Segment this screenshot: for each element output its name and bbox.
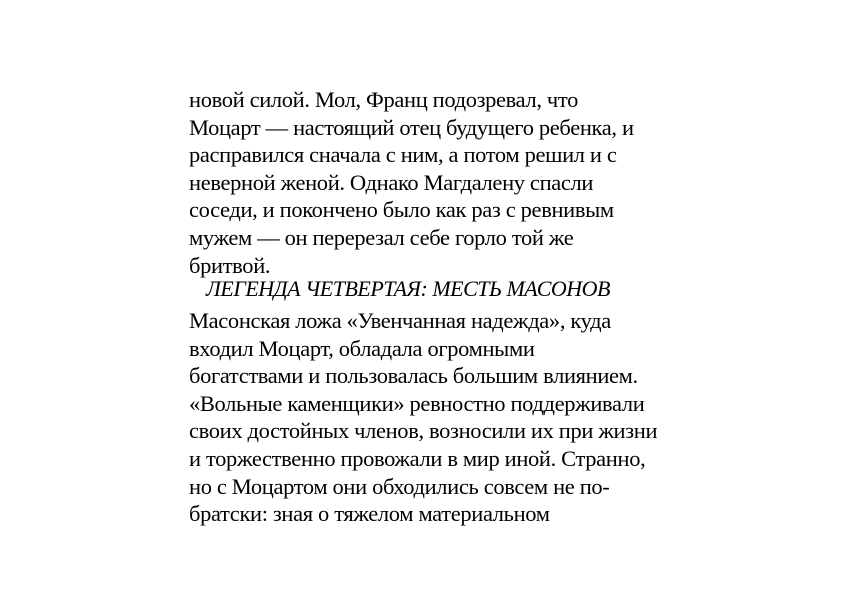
paragraph-2 (189, 307, 669, 528)
text-line: неверной женой. Однако Магдалену спасли (189, 169, 594, 195)
text-line: братски: зная о тяжелом материальном (189, 501, 550, 527)
text-line: соседи, и покончено было как раз с ревнивым (189, 197, 614, 223)
text-line: мужем — он перерезал себе горло той же (189, 224, 574, 250)
text-line: бритвой. (189, 252, 271, 278)
text-line: новой силой. Мол, Франц подозревал, что (189, 87, 578, 112)
text-line: и торжественно провожали в мир иной. Странно, (189, 445, 646, 471)
text-line: Моцарт — настоящий отец будущего ребенка, и (189, 114, 634, 140)
text-line: «Вольные каменщики» ревностно поддерживали (189, 390, 645, 416)
text-line: расправился сначала с ним, а потом решил и с (189, 142, 617, 168)
paragraph-1 (189, 86, 669, 279)
text-line: но с Моцартом они обходились совсем не по- (189, 473, 610, 499)
text-line: своих достойных членов, возносили их при жизни (189, 418, 658, 444)
section-heading: ЛЕГЕНДА ЧЕТВЕРТАЯ: МЕСТЬ МАСОНОВ (206, 276, 610, 301)
text-line: богатствами и пользовалась большим влиянием. (189, 363, 638, 389)
text-line: входил Моцарт, обладала огромными (189, 335, 535, 361)
text-line: Масонская ложа «Увенчанная надежда», куда (189, 308, 611, 333)
